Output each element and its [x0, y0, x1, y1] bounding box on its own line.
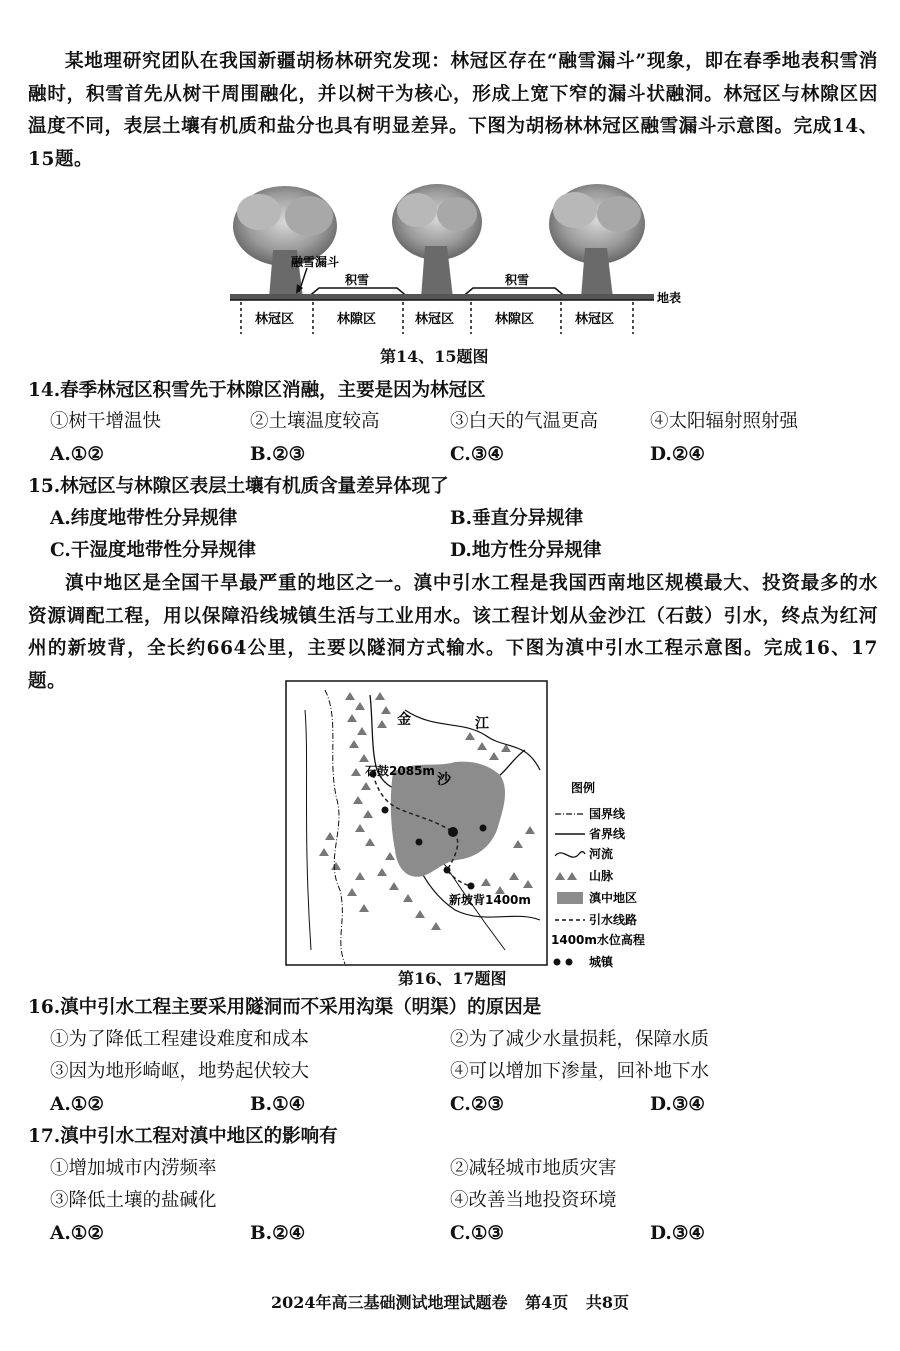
q15-stem: 15.林冠区与林隙区表层土壤有机质含量差异体现了: [28, 476, 449, 497]
legend-title: 图例: [571, 781, 596, 795]
q14-choice-c[interactable]: C.③④: [450, 444, 505, 465]
river-char-jin: 金: [397, 712, 411, 728]
zone-label: 林冠区: [415, 312, 455, 327]
q16-choice-b[interactable]: B.①④: [250, 1094, 306, 1115]
q14-item: ③白天的气温更高: [450, 411, 599, 432]
exam-title: 2024年高三基础测试地理试题卷: [271, 1293, 508, 1312]
q17-choice-b[interactable]: B.②④: [250, 1223, 306, 1244]
legend-item: 河流: [589, 847, 614, 861]
legend-item: 引水线路: [589, 913, 638, 927]
snow-label-2: 积雪: [505, 273, 530, 287]
q17-item: ②减轻城市地质灾害: [450, 1158, 617, 1179]
q17-item: ①增加城市内涝频率: [50, 1158, 217, 1179]
legend-item: 滇中地区: [589, 891, 638, 905]
q15-choice-a[interactable]: A.纬度地带性分异规律: [50, 508, 238, 529]
q16-item: ①为了降低工程建设难度和成本: [50, 1029, 310, 1050]
q17-choice-d[interactable]: D.③④: [650, 1223, 705, 1244]
surface-label: 地表: [657, 291, 682, 305]
q17-choice-c[interactable]: C.①③: [450, 1223, 505, 1244]
q17-stem: 17.滇中引水工程对滇中地区的影响有: [28, 1126, 338, 1147]
tree-icon-2: [392, 184, 482, 298]
water-diversion-map: [285, 680, 665, 970]
q16-choice-a[interactable]: A.①②: [50, 1094, 104, 1115]
q17-item: ③降低土壤的盐碱化: [50, 1190, 217, 1211]
q15-choice-d[interactable]: D.地方性分异规律: [450, 540, 602, 561]
q16-item: ②为了减少水量损耗，保障水质: [450, 1029, 710, 1050]
legend-item: 1400m水位高程: [551, 933, 645, 947]
zone-label: 林隙区: [495, 312, 535, 327]
q14-item: ①树干增温快: [50, 411, 162, 432]
q16-item: ④可以增加下渗量，回补地下水: [450, 1061, 710, 1082]
q16-choice-d[interactable]: D.③④: [650, 1094, 705, 1115]
xinpobei-label: 新坡背1400m: [449, 893, 531, 907]
snow-funnel-diagram: [225, 180, 695, 342]
page-number: 第4页: [525, 1293, 569, 1312]
q14-choice-a[interactable]: A.①②: [50, 444, 104, 465]
mountain-icon: [555, 872, 577, 880]
q16-stem: 16.滇中引水工程主要采用隧洞而不采用沟渠（明渠）的原因是: [28, 997, 542, 1018]
legend-item: 城镇: [589, 955, 614, 969]
page-footer: [0, 1290, 900, 1313]
tree-icon-1: [233, 186, 340, 298]
q16-item: ③因为地形崎岖，地势起伏较大: [50, 1061, 310, 1082]
figure2-caption: 第16、17题图: [398, 969, 507, 988]
q14-stem: 14.春季林冠区积雪先于林隙区消融，主要是因为林冠区: [28, 380, 486, 401]
legend-item: 山脉: [589, 869, 614, 883]
q16-choice-c[interactable]: C.②③: [450, 1094, 505, 1115]
intro-paragraph-1: 某地理研究团队在我国新疆胡杨林研究发现：林冠区存在“融雪漏斗”现象，即在春季地表积雪消融时，积雪首先从树干周围融化，并以树干为核心，形成上宽下窄的漏斗状融洞。林冠区与林隙区因温度不同，表层土壤有机质和盐分也具有明显差异。下图为胡杨林林冠区融雪漏斗示意图。完成14、15题。: [28, 51, 878, 170]
q17-choice-a[interactable]: A.①②: [50, 1223, 104, 1244]
intro-paragraph-2: 滇中地区是全国干旱最严重的地区之一。滇中引水工程是我国西南地区规模最大、投资最多的水资源调配工程，用以保障沿线城镇生活与工业用水。该工程计划从金沙江（石鼓）引水，终点为红河州的新坡背，全长约664公里，主要以隧洞方式输水。下图为滇中引水工程示意图。完成16、17题。: [28, 573, 878, 692]
funnel-label: 融雪漏斗: [291, 255, 340, 269]
q14-choice-b[interactable]: B.②③: [250, 444, 306, 465]
zone-label: 林隙区: [337, 312, 377, 327]
zone-label: 林冠区: [255, 312, 295, 327]
q17-item: ④改善当地投资环境: [450, 1190, 617, 1211]
q15-choice-b[interactable]: B.垂直分异规律: [450, 508, 584, 529]
river-char-jiang: 江: [475, 716, 489, 732]
page-total: 共8页: [585, 1293, 629, 1312]
legend-item: 省界线: [589, 827, 626, 841]
q14-item: ②土壤温度较高: [250, 411, 380, 432]
legend-item: 国界线: [589, 807, 626, 821]
river-char-sha: 沙: [437, 772, 451, 788]
snow-label-1: 积雪: [345, 273, 370, 287]
q15-choice-c[interactable]: C.干湿度地带性分异规律: [50, 540, 256, 561]
q14-choice-d[interactable]: D.②④: [650, 444, 705, 465]
shigu-label: 石鼓2085m: [365, 764, 435, 778]
tree-icon-3: [549, 184, 645, 298]
q14-item: ④太阳辐射照射强: [650, 411, 799, 432]
figure1-caption: 第14、15题图: [380, 347, 489, 366]
zone-label: 林冠区: [575, 312, 615, 327]
